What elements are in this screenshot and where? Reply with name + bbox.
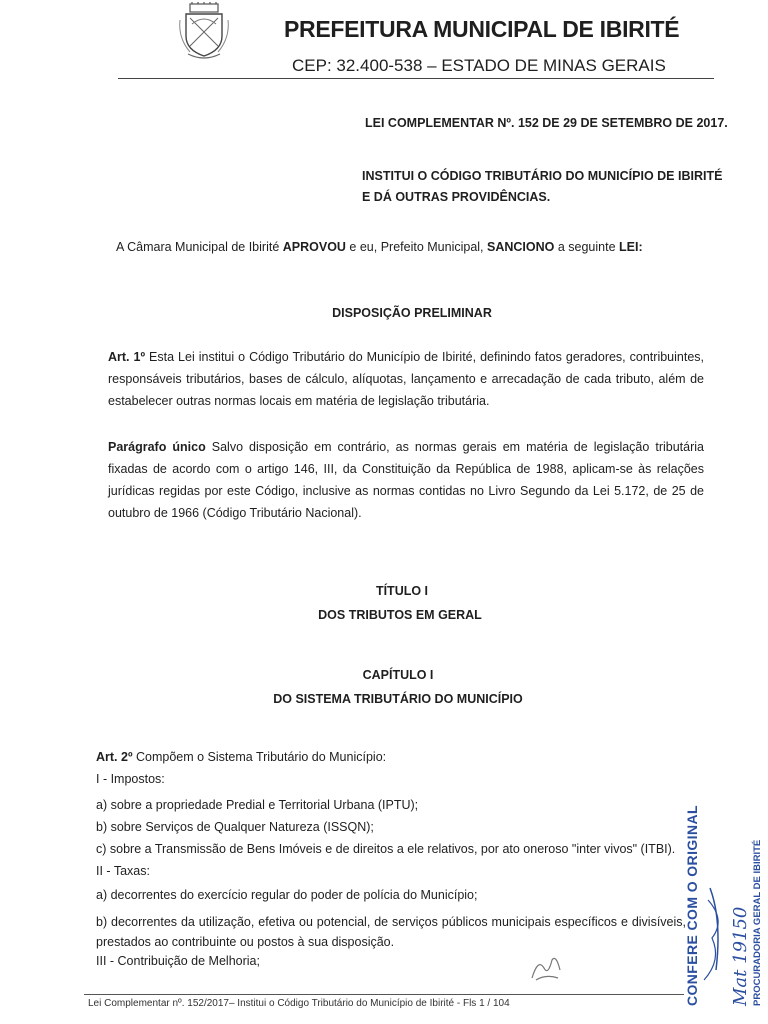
section-heading: DISPOSIÇÃO PRELIMINAR [332,306,492,320]
capitulo-name: DO SISTEMA TRIBUTÁRIO DO MUNICÍPIO [273,692,523,706]
list-item: c) sobre a Transmissão de Bens Imóveis e de direitos a ele relativos, por ato oneroso "inter vivos" (ITBI). [96,842,676,856]
enactment-bold: LEI: [619,240,643,254]
titulo-name: DOS TRIBUTOS EM GERAL [318,608,482,622]
list-item: III - Contribuição de Melhoria; [96,954,260,968]
list-item: a) sobre a propriedade Predial e Territorial Urbana (IPTU); [96,798,419,812]
footer-divider [84,994,684,995]
article-text: Esta Lei institui o Código Tributário do Município de Ibirité, definindo fatos geradores, contribuintes, responsáveis tributários, bases de cálculo, alíquotas, lançamento e arrecadação de cada tributo, além de estabelecer outras normas locais em matéria de legislação tributária. [108,350,704,408]
article-label: Art. 1º [108,350,146,364]
article-label: Art. 2º [96,750,133,764]
capitulo-number: CAPÍTULO I [362,668,434,682]
ementa-line: E DÁ OUTRAS PROVIDÊNCIAS. [362,190,551,204]
list-item: b) decorrentes da utilização, efetiva ou potencial, de serviços públicos municipais específicos e divisíveis, prestados ao contribuinte ou postos à sua disposição. [96,915,686,949]
header-divider [118,78,714,79]
header-title: PREFEITURA MUNICIPAL DE IBIRITÉ [284,16,680,42]
enactment-text: A Câmara Municipal de Ibirité [116,240,283,254]
article-1 [108,346,704,412]
titulo-number: TÍTULO I [375,584,429,598]
paragrafo-unico [108,436,704,524]
ementa-line: INSTITUI O CÓDIGO TRIBUTÁRIO DO MUNICÍPIO DE IBIRITÉ [362,169,723,183]
ementa [362,166,722,208]
enactment-clause [116,240,643,254]
page-footer: Lei Complementar nº. 152/2017– Institui o Código Tributário do Município de Ibirité - Fls 1 / 104 [88,998,510,1009]
enactment-text: e eu, Prefeito Municipal, [345,240,487,254]
enactment-text: a seguinte [554,240,620,254]
header-subtitle: CEP: 32.400-538 – ESTADO DE MINAS GERAIS [292,56,666,75]
article-text: Compõem o Sistema Tributário do Município: [132,750,387,764]
municipal-crest-logo [176,2,232,60]
stamp-line-1: CONFERE COM O ORIGINAL [684,805,700,1006]
list-item: a) decorrentes do exercício regular do poder de polícia do Município; [96,888,478,902]
law-title: LEI COMPLEMENTAR Nº. 152 DE 29 DE SETEMBRO DE 2017. [365,116,728,130]
stamp-handwritten: Mat 19150 [730,906,751,1006]
article-2 [96,750,386,764]
enactment-bold: SANCIONO [487,240,555,254]
paragraph-label: Parágrafo único [108,440,206,454]
list-item: I - Impostos: [96,772,165,786]
enactment-bold: APROVOU [282,240,346,254]
list-item: II - Taxas: [96,864,150,878]
paragraph-text: Salvo disposição em contrário, as normas gerais em matéria de legislação tributária fixadas de acordo com o artigo 146, III, da Constituição da República de 1988, aplicam-se às relações jurídicas regidas por este Código, inclusive as normas contidas no Livro Segundo da Lei 5.172, de 25 de outubro de 1966 (Código Tributário Nacional). [108,440,704,520]
handwritten-mark [526,950,566,986]
confere-original-stamp [682,770,768,1006]
list-item: b) sobre Serviços de Qualquer Natureza (ISSQN); [96,820,374,834]
stamp-line-2: PROCURADORIA GERAL DE IBIRITÉ [752,839,763,1006]
